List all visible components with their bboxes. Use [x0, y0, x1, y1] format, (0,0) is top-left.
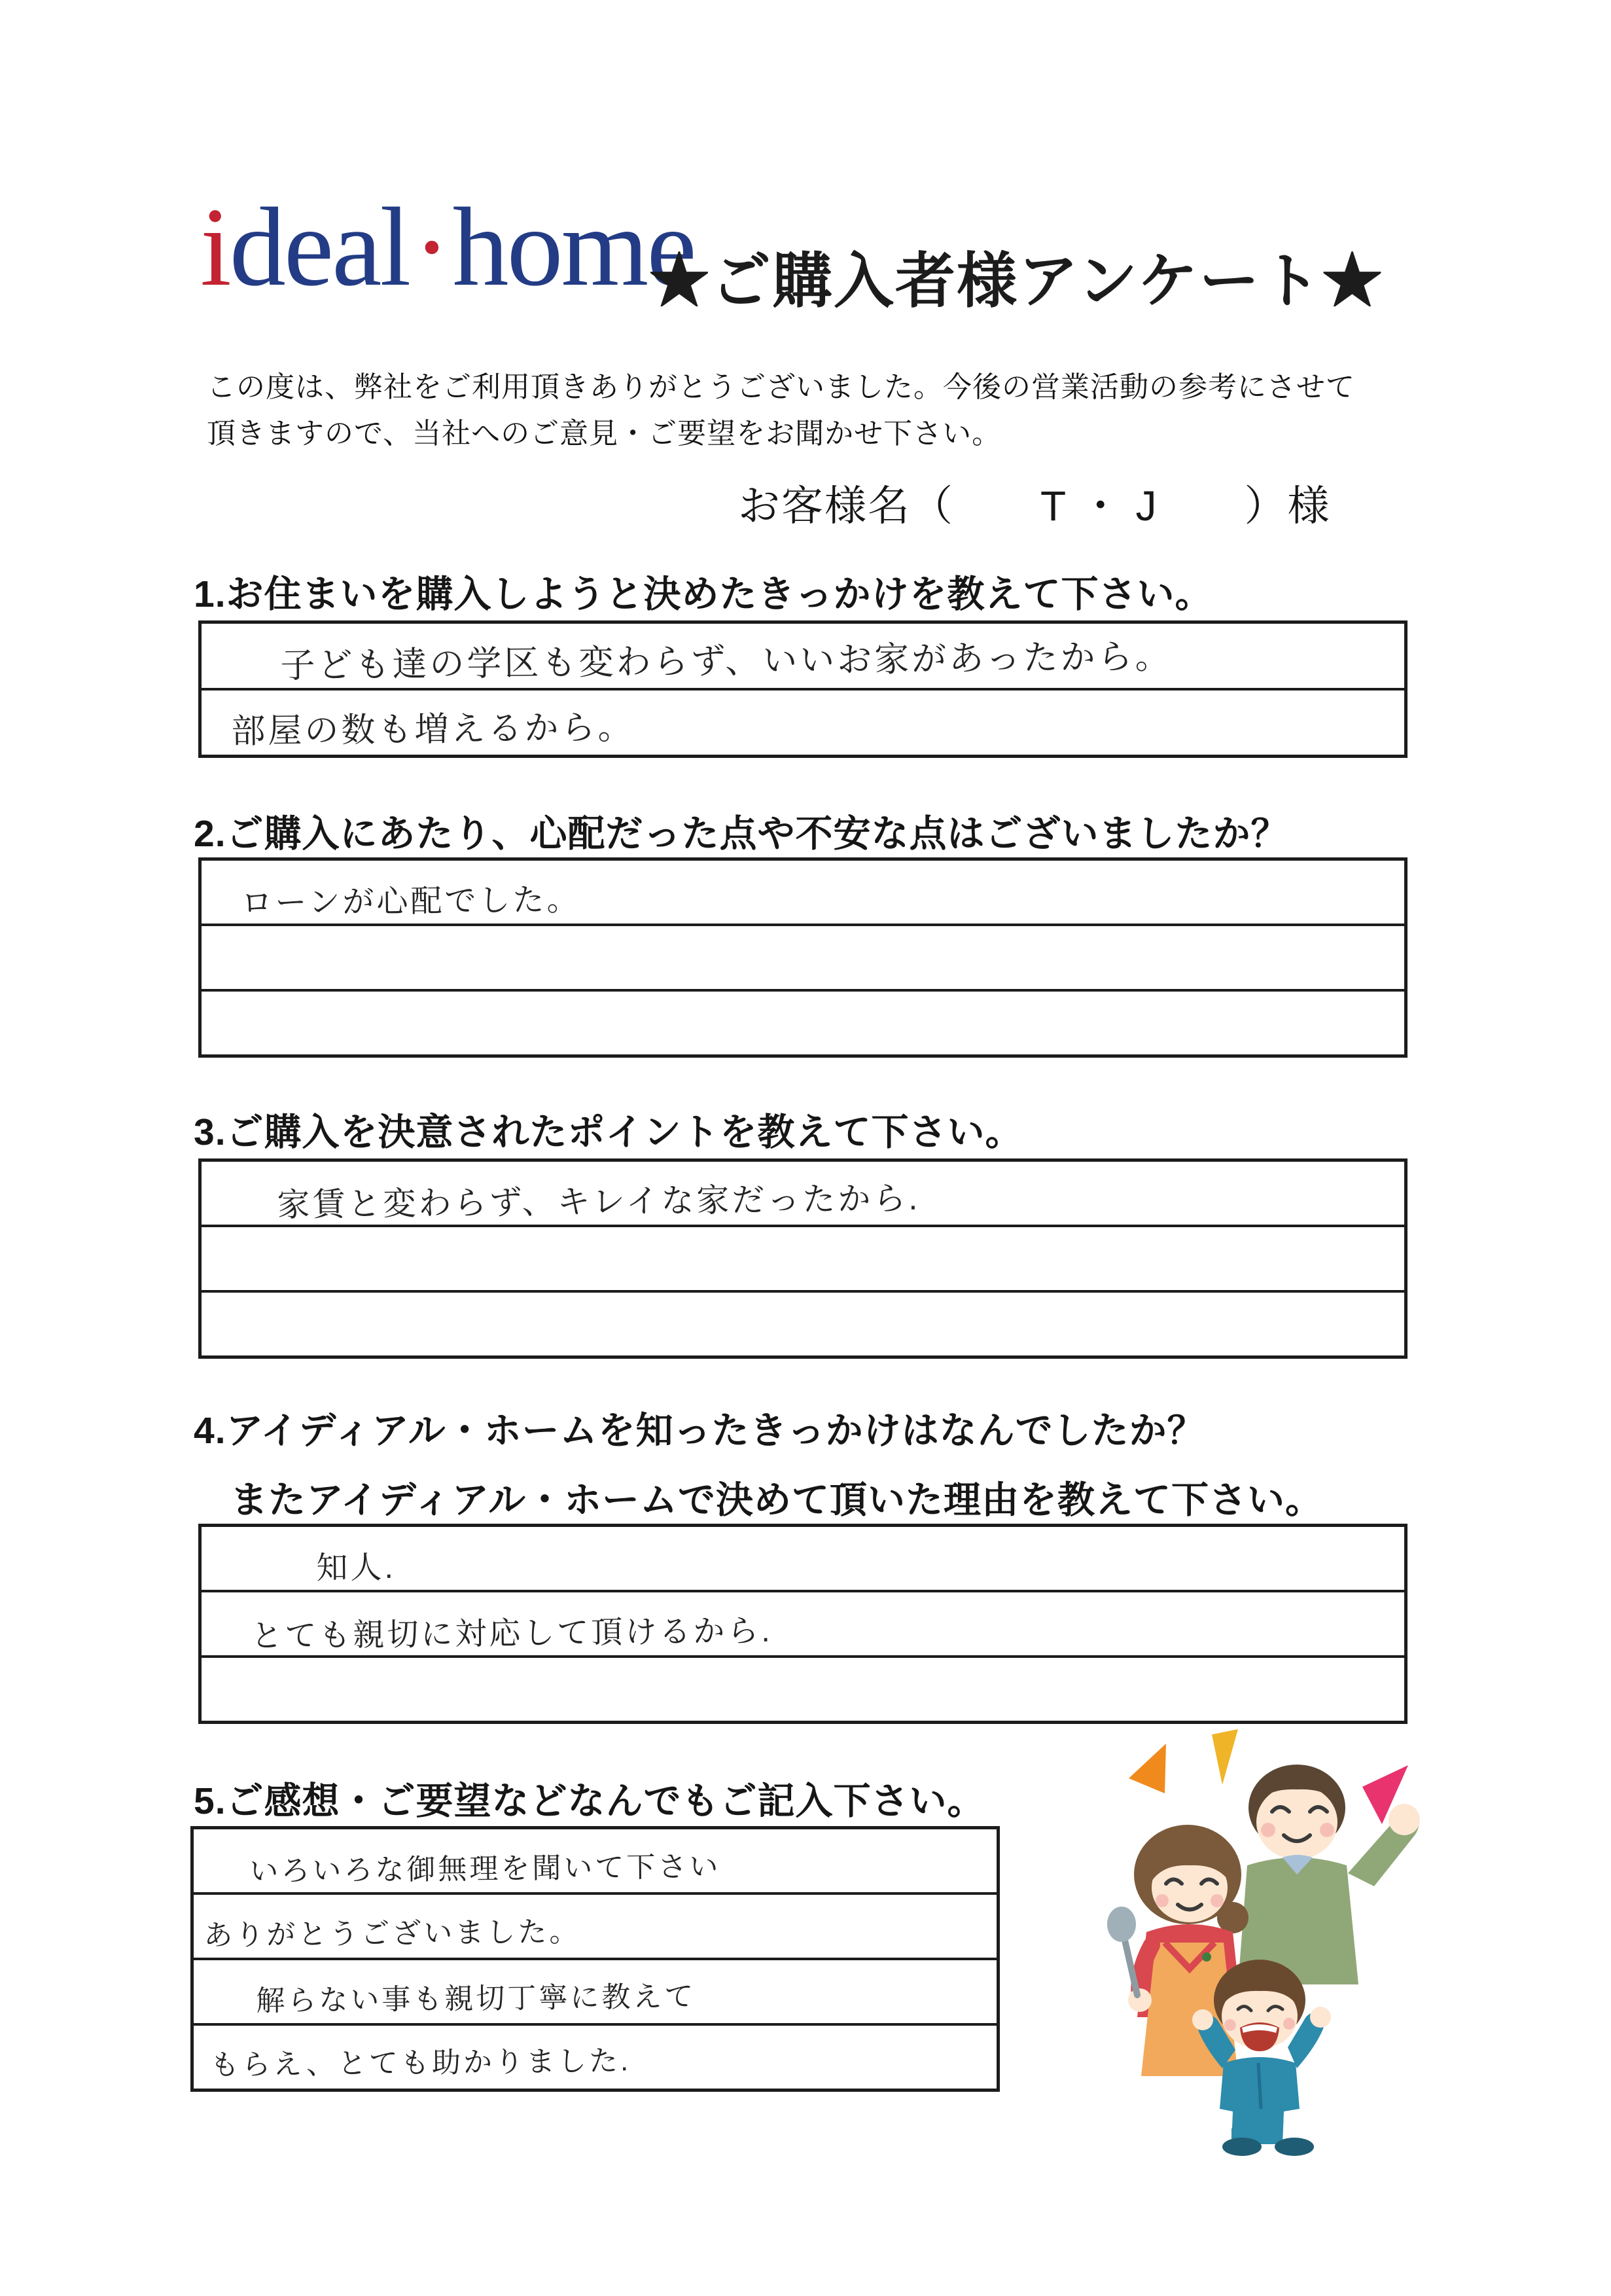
answer-box-2	[198, 857, 1407, 1058]
family-illustration	[1067, 1710, 1440, 2161]
intro-line-2: 頂きますので、当社へのご意見・ご要望をお聞かせ下さい。	[207, 418, 1002, 450]
answer-row	[202, 624, 1404, 688]
handwritten-answer: ありがとうございました。	[204, 1915, 581, 1952]
ideal-home-logo	[200, 185, 695, 310]
answer-row	[202, 1225, 1404, 1290]
page-title: ★ご購入者様アンケート★	[649, 248, 1384, 315]
answer-row	[202, 861, 1404, 924]
question-1-label: 1.お住まいを購入しようと決めたきっかけを教えて下さい。	[194, 573, 1213, 615]
handwritten-answer: とても親切に対応して頂けるから.	[251, 1613, 773, 1654]
customer-name-value: T ・ J	[954, 482, 1245, 529]
customer-name-suffix: ）様	[1244, 482, 1331, 529]
question-5-label: 5.ご感想・ご要望などなんでもご記入下さい。	[194, 1780, 985, 1822]
handwritten-answer: 子ども達の学区も変わらず、いいお家があったから。	[280, 637, 1173, 685]
answer-box-3	[198, 1158, 1407, 1359]
answer-row	[194, 1958, 997, 2023]
sparkle-yellow-icon	[1212, 1729, 1238, 1785]
answer-row	[194, 1829, 997, 1892]
answer-row	[194, 1892, 997, 1958]
handwritten-answer: 部屋の数も増えるから。	[231, 708, 635, 751]
logo-letter-i: i	[200, 185, 230, 310]
answer-row	[202, 1290, 1404, 1355]
answer-row	[202, 989, 1404, 1054]
answer-row	[202, 1527, 1404, 1590]
answer-row	[202, 688, 1404, 755]
answer-row	[202, 924, 1404, 989]
handwritten-answer: 解らない事も親切丁寧に教えて	[256, 1980, 696, 2017]
question-3-label: 3.ご購入を決意されたポイントを教えて下さい。	[194, 1111, 1023, 1153]
handwritten-answer: もらえ、とても助かりました.	[210, 2045, 631, 2081]
intro-line-1: この度は、弊社をご利用頂きありがとうございました。今後の営業活動の参考にさせて	[207, 371, 1355, 403]
intro-paragraph	[207, 364, 1355, 457]
question-4-label-line2: またアイディアル・ホームで決めて頂いた理由を教えて下さい。	[230, 1479, 1324, 1521]
handwritten-answer: いろいろな御無理を聞いて下さい	[249, 1850, 721, 1888]
handwritten-answer: 家賃と変わらず、キレイな家だったから.	[277, 1179, 921, 1223]
handwritten-answer: 知人.	[316, 1550, 397, 1586]
handwritten-answer: ローンが心配でした。	[241, 882, 581, 921]
logo-word-deal: deal	[229, 185, 410, 310]
customer-name-line	[738, 473, 1331, 533]
logo-word-home: home	[452, 185, 695, 310]
answer-box-5	[190, 1826, 1000, 2092]
answer-box-4	[198, 1524, 1407, 1724]
question-4-label: 4.アイディアル・ホームを知ったきっかけはなんでしたか？	[194, 1410, 1205, 1452]
answer-row	[202, 1590, 1404, 1655]
answer-row	[194, 2023, 997, 2089]
customer-name-prefix: お客様名（	[738, 482, 954, 529]
answer-box-1	[198, 620, 1407, 758]
question-2-label: 2.ご購入にあたり、心配だった点や不安な点はございましたか？	[194, 813, 1289, 855]
sparkle-orange-icon	[1129, 1744, 1166, 1793]
answer-row	[202, 1162, 1404, 1225]
logo-dot-icon: ·	[413, 185, 449, 310]
